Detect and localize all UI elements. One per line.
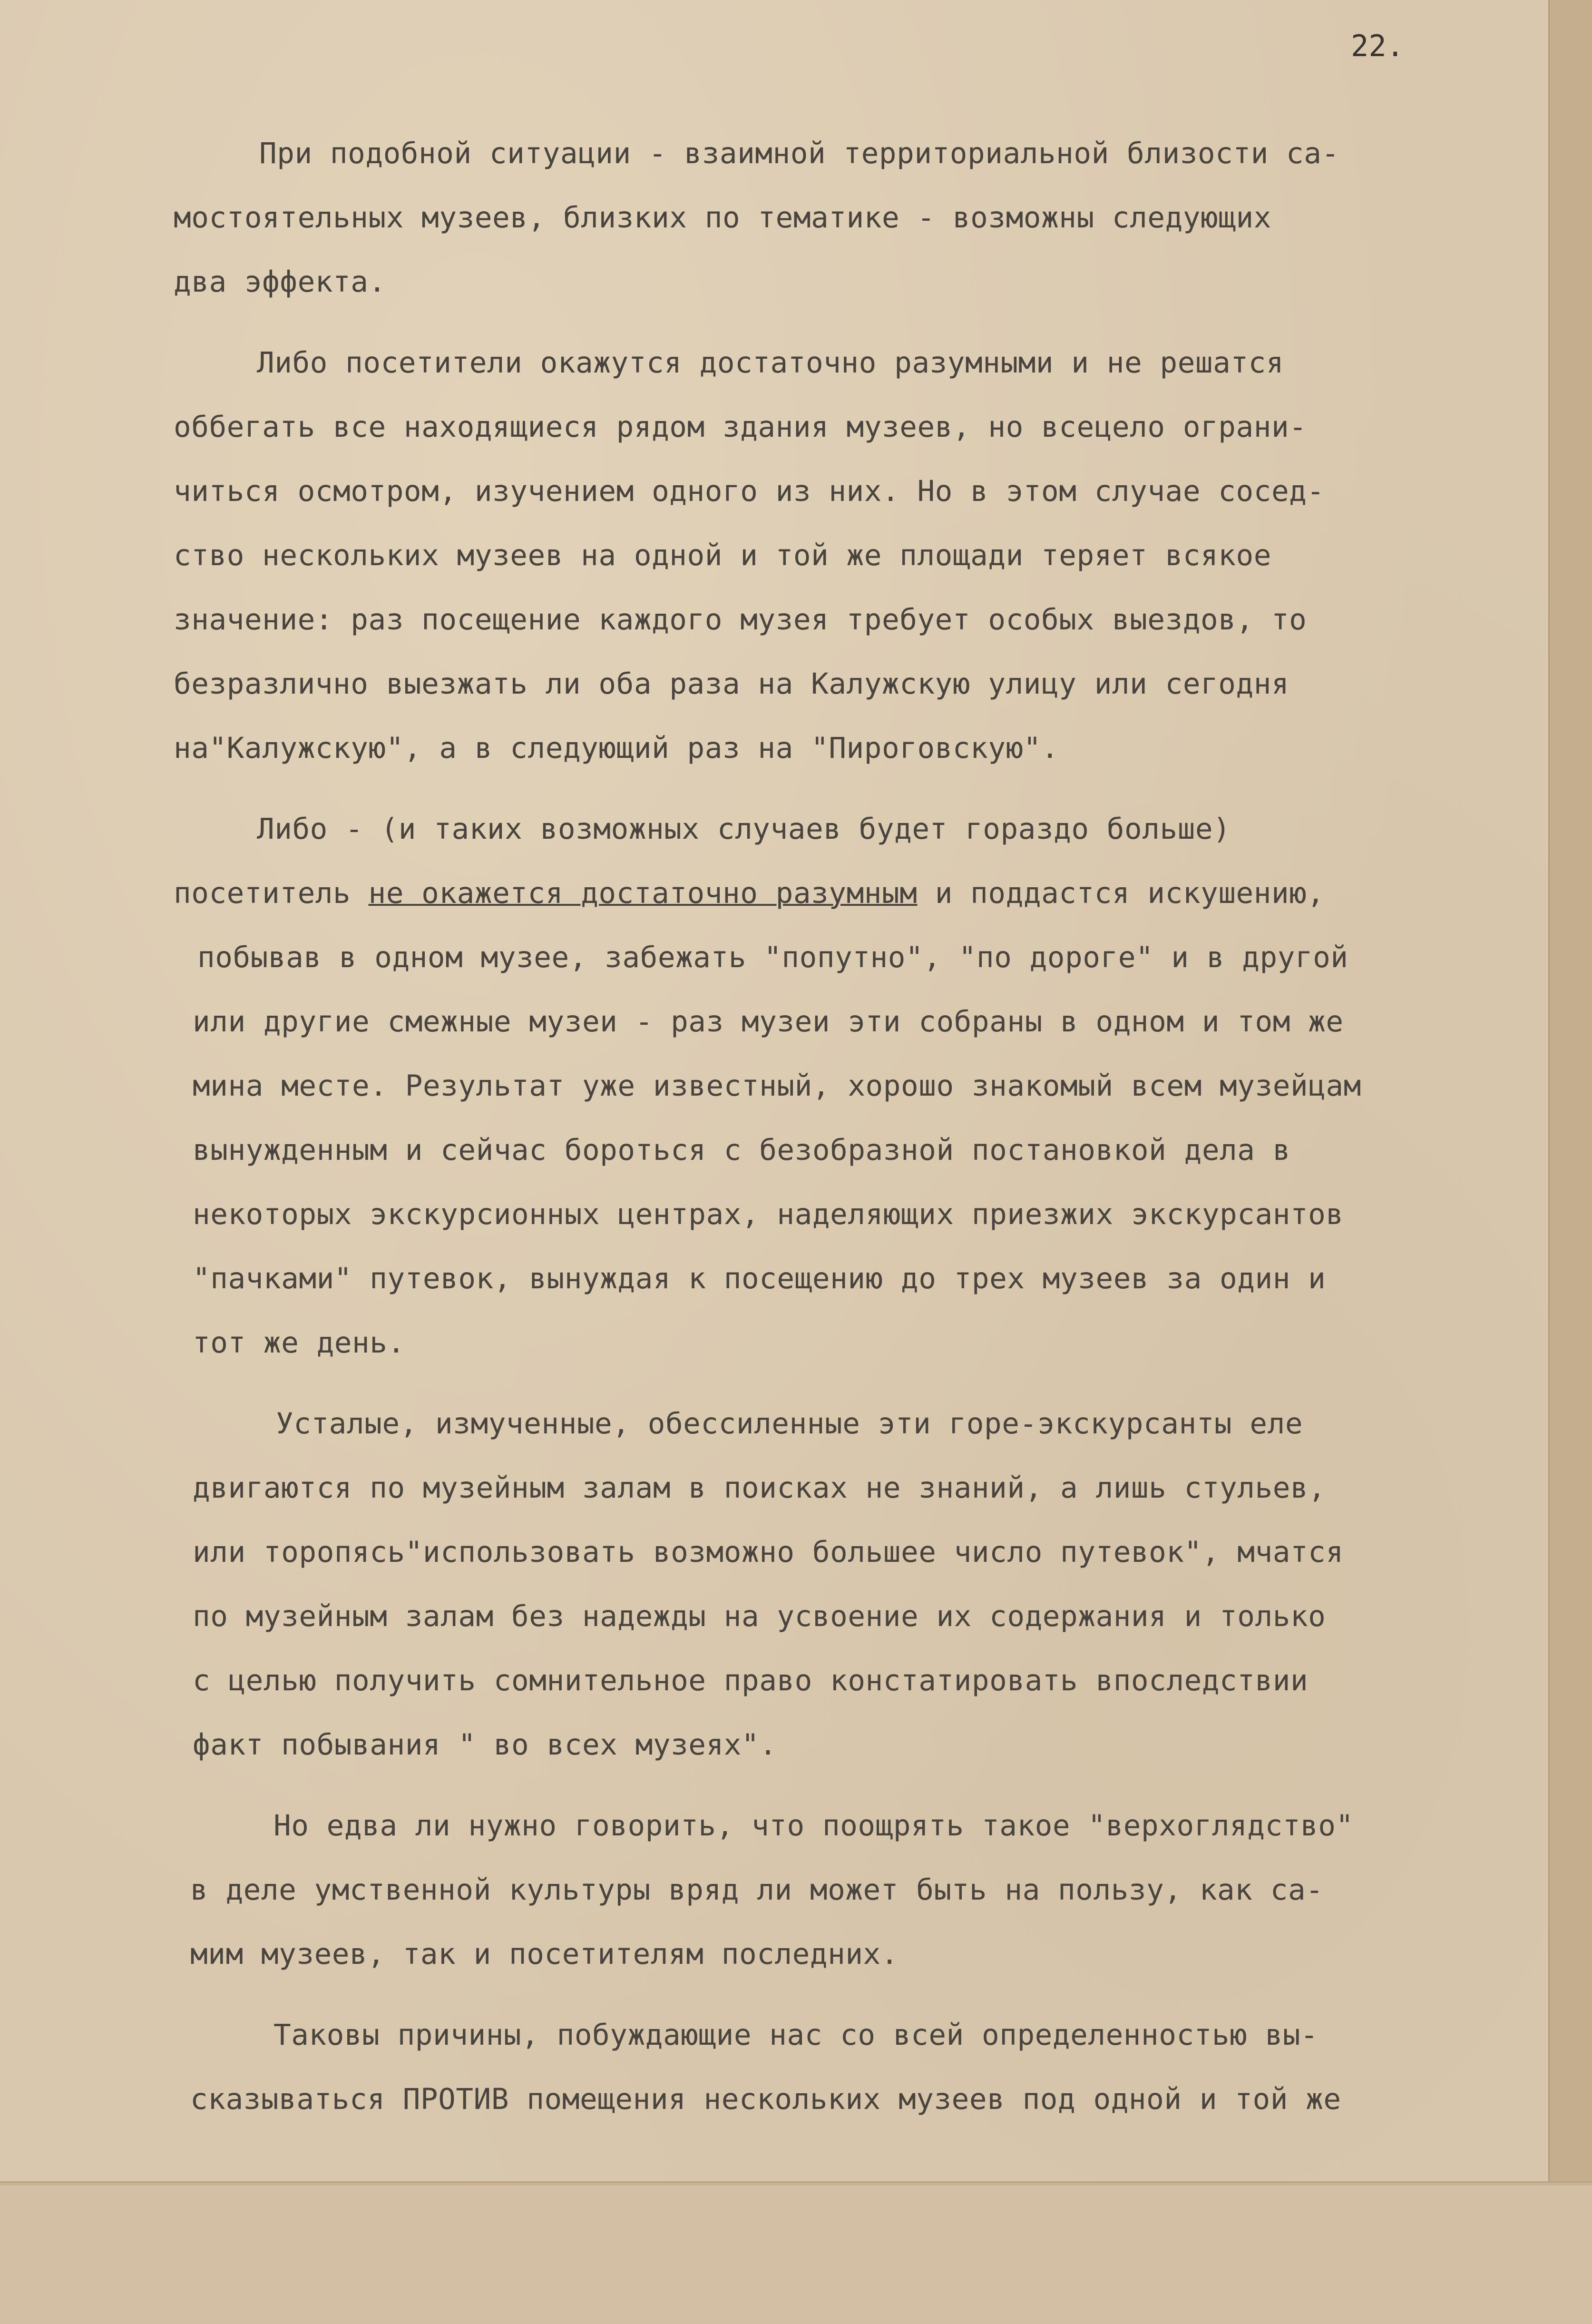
text-line: безразлично выезжать ли оба раза на Калужскую улицу или сегодня [174,667,1289,701]
text-line: Усталые, измученные, обессиленные эти горе-экскурсанты еле [276,1407,1303,1441]
underlying-sheets [0,2181,1592,2324]
text-line: значение: раз посещение каждого музея требует особых выездов, то [174,603,1307,637]
underlined-text: не окажется достаточно разумным [368,876,918,910]
text-line: по музейным залам без надежды на усвоение их содержания и только [193,1599,1326,1633]
page-edge [1548,0,1592,2324]
text-line: сказываться ПРОТИВ помещения нескольких музеев под одной и той же [190,2082,1341,2116]
text-line: или другие смежные музеи - раз музеи эти собраны в одном и том же [193,1005,1344,1039]
text-line: тот же день. [193,1326,405,1360]
text-line: оббегать все находящиеся рядом здания музеев, но всецело ограни- [174,410,1307,444]
text-line: некоторых экскурсионных центрах, наделяющих приезжих экскурсантов [193,1197,1344,1231]
text-line: на"Калужскую", а в следующий раз на "Пироговскую". [174,731,1059,765]
text-line [174,861,1325,925]
text-line: Таковы причины, побуждающие нас со всей определенностью вы- [273,2018,1319,2052]
text-line: мостоятельных музеев, близких по тематике - возможны следующих [174,201,1271,235]
text-line: два эффекта. [174,265,386,299]
text-line: Либо посетители окажутся достаточно разумными и не решатся [257,346,1284,380]
text-line: читься осмотром, изучением одного из них. Но в этом случае сосед- [174,474,1325,508]
text-segment: посетитель [174,876,351,910]
text-line: мина месте. Результат уже известный, хорошо знакомый всем музейцам [193,1069,1361,1103]
text-line: "пачками" путевок, вынуждая к посещению до трех музеев за один и [193,1262,1326,1295]
text-line: Но едва ли нужно говорить, что поощрять такое "верхоглядство" [273,1809,1354,1843]
text-line: с целью получить сомнительное право констатировать впоследствии [193,1664,1309,1697]
text-line: двигаются по музейным залам в поисках не знаний, а лишь стульев, [193,1471,1326,1505]
text-line: Либо - (и таких возможных случаев будет гораздо больше) [257,812,1231,846]
text-line: При подобной ситуации - взаимной территориальной близости са- [259,137,1339,170]
text-line: вынужденным и сейчас бороться с безобразной постановкой дела в [193,1133,1290,1167]
text-line: в деле умственной культуры вряд ли может быть на пользу, как са- [190,1873,1324,1907]
text-segment: и поддастся искушению, [935,876,1325,910]
text-line: факт побывания " во всех музеях". [193,1728,777,1762]
text-line: ство нескольких музеев на одной и той же площади теряет всякое [174,539,1271,572]
text-line: мим музеев, так и посетителям последних. [190,1937,899,1971]
page-number: 22. [1351,29,1404,63]
text-line: побывав в одном музее, забежать "попутно", "по дороге" и в другой [197,941,1348,974]
text-line: или торопясь"использовать возможно большее число путевок", мчатся [193,1535,1344,1569]
